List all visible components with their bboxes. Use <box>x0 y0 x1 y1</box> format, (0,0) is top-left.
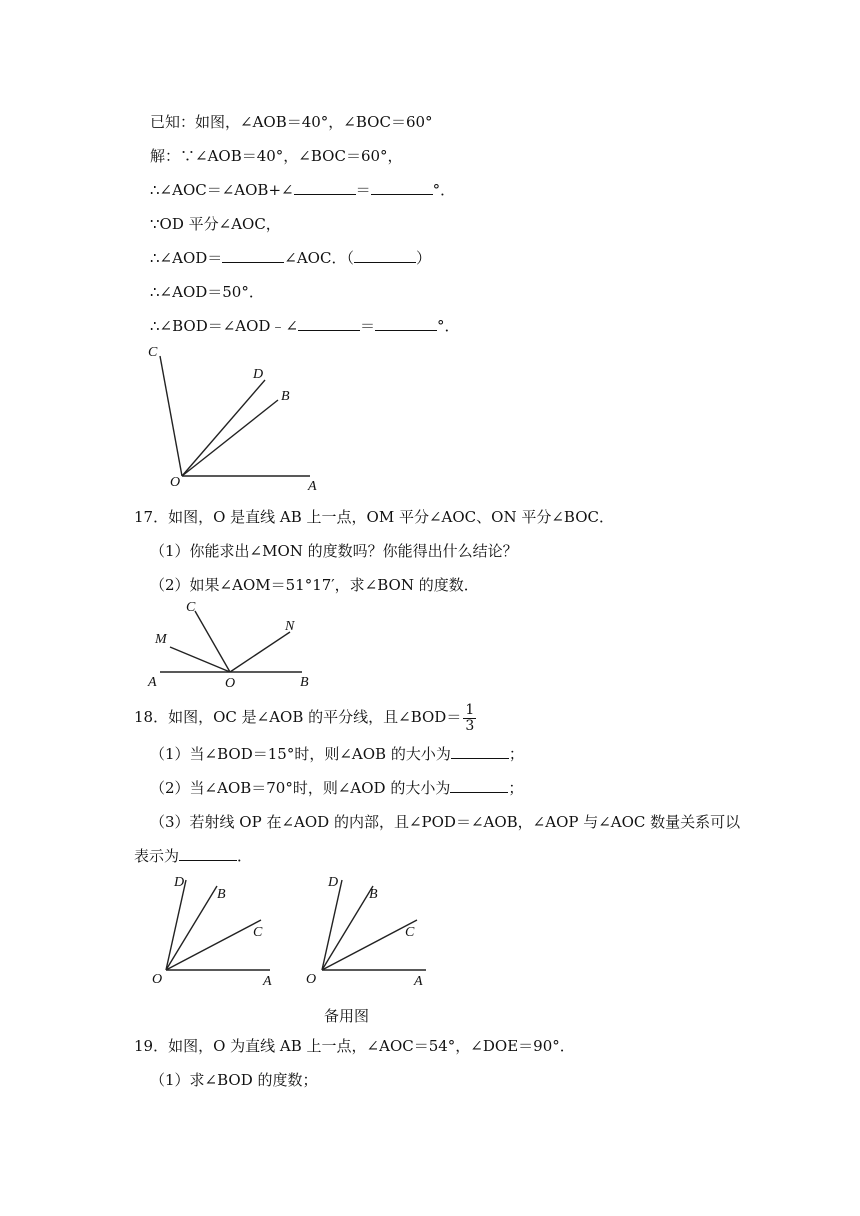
backup-figure-caption: 备用图 <box>324 1007 370 1025</box>
q18-angle-figure <box>140 866 290 991</box>
q16-line4-text-b: ∠AOC．（ <box>284 249 354 267</box>
q18-part3-continued <box>134 846 252 866</box>
q18-part1-text: （1）当∠BOD＝15°时，则∠AOB 的大小为 <box>150 745 451 763</box>
label-A: A <box>263 974 272 989</box>
q16-line6-text-a: ∴∠BOD＝∠AOD﹣∠ <box>150 317 299 335</box>
ray-OM <box>170 647 230 672</box>
q18-part1-end: ； <box>508 745 524 763</box>
fraction-denominator: 3 <box>465 717 475 734</box>
label-A: A <box>308 479 317 494</box>
ray-OC <box>166 920 261 970</box>
ray-OD <box>322 880 342 970</box>
q18-part1 <box>150 744 524 764</box>
ray-OB <box>322 886 373 970</box>
label-O: O <box>306 972 317 987</box>
label-M: M <box>155 632 167 647</box>
fraction-numerator: 1 <box>465 701 475 718</box>
label-O: O <box>170 475 181 490</box>
answer-blank[interactable] <box>354 248 416 263</box>
q18-part2-end: ； <box>508 779 524 797</box>
q16-line6-text-b: ＝ <box>360 317 376 335</box>
q16-angle-figure <box>140 338 340 498</box>
label-D: D <box>253 367 264 382</box>
ray-OC <box>160 356 182 476</box>
answer-blank[interactable] <box>375 316 437 331</box>
q16-line2-text-c: °． <box>432 181 456 199</box>
answer-blank[interactable] <box>451 744 509 759</box>
q16-solution-line2 <box>150 180 455 200</box>
q19-stem: 19．如图，O 为直线 AB 上一点，∠AOC＝54°，∠DOE＝90°． <box>134 1037 575 1055</box>
label-O: O <box>225 676 236 690</box>
label-B: B <box>217 887 226 902</box>
q16-solution-line1: 解：∵∠AOB＝40°，∠BOC＝60°， <box>150 147 403 165</box>
q18-part3-cont-text: 表示为 <box>134 847 180 865</box>
label-C: C <box>186 600 196 615</box>
q18-part3: （3）若射线 OP 在∠AOD 的内部，且∠POD＝∠AOB，∠AOP 与∠AOC 数量关系可以 <box>150 813 741 831</box>
ray-OC <box>322 920 417 970</box>
answer-blank[interactable] <box>371 180 433 195</box>
ray-OB <box>166 886 217 970</box>
q16-given: 已知：如图，∠AOB＝40°，∠BOC＝60° <box>150 113 433 131</box>
label-C: C <box>253 925 263 940</box>
answer-blank[interactable] <box>179 846 237 861</box>
label-D: D <box>328 875 339 890</box>
q18-stem-text: 18．如图，OC 是∠AOB 的平分线，且∠BOD＝ <box>134 708 462 726</box>
q16-line4-text-c: ） <box>415 249 431 267</box>
label-B: B <box>300 675 309 690</box>
q16-solution-line3: ∵OD 平分∠AOC， <box>150 215 281 233</box>
ray-OD <box>182 380 265 476</box>
label-B: B <box>369 887 378 902</box>
fraction-one-third <box>463 703 476 734</box>
q19-part1: （1）求∠BOD 的度数； <box>150 1071 318 1089</box>
q16-solution-line6 <box>150 316 460 336</box>
label-C: C <box>148 345 158 360</box>
q17-straight-angle-figure <box>140 595 330 690</box>
label-N: N <box>285 619 295 634</box>
label-C: C <box>405 925 415 940</box>
q18-part2 <box>150 778 523 798</box>
q16-line6-text-c: °． <box>437 317 460 335</box>
q17-part2: （2）如果∠AOM＝51°17′，求∠BON 的度数． <box>150 576 479 594</box>
answer-blank[interactable] <box>222 248 284 263</box>
q18-stem <box>134 700 476 734</box>
label-A: A <box>148 675 157 690</box>
q16-solution-line4 <box>150 248 431 268</box>
ray-OD <box>166 880 186 970</box>
label-A: A <box>414 974 423 989</box>
label-B: B <box>281 389 290 404</box>
q18-backup-figure <box>296 866 446 991</box>
q18-part3-cont-end: ． <box>237 847 253 865</box>
answer-blank[interactable] <box>298 316 360 331</box>
q17-part1: （1）你能求出∠MON 的度数吗？你能得出什么结论？ <box>150 542 518 560</box>
q18-part2-text: （2）当∠AOB＝70°时，则∠AOD 的大小为 <box>150 779 451 797</box>
ray-OB <box>182 400 278 476</box>
q16-solution-line5: ∴∠AOD＝50°． <box>150 283 264 301</box>
answer-blank[interactable] <box>294 180 356 195</box>
ray-OC <box>195 611 230 672</box>
label-D: D <box>174 875 185 890</box>
ray-ON <box>230 632 290 672</box>
q16-line4-text-a: ∴∠AOD＝ <box>150 249 223 267</box>
q16-line2-text-a: ∴∠AOC＝∠AOB+∠ <box>150 181 294 199</box>
q17-stem: 17．如图，O 是直线 AB 上一点，OM 平分∠AOC、ON 平分∠BOC． <box>134 508 614 526</box>
q16-line2-text-b: ＝ <box>355 181 371 199</box>
label-O: O <box>152 972 163 987</box>
answer-blank[interactable] <box>450 778 508 793</box>
